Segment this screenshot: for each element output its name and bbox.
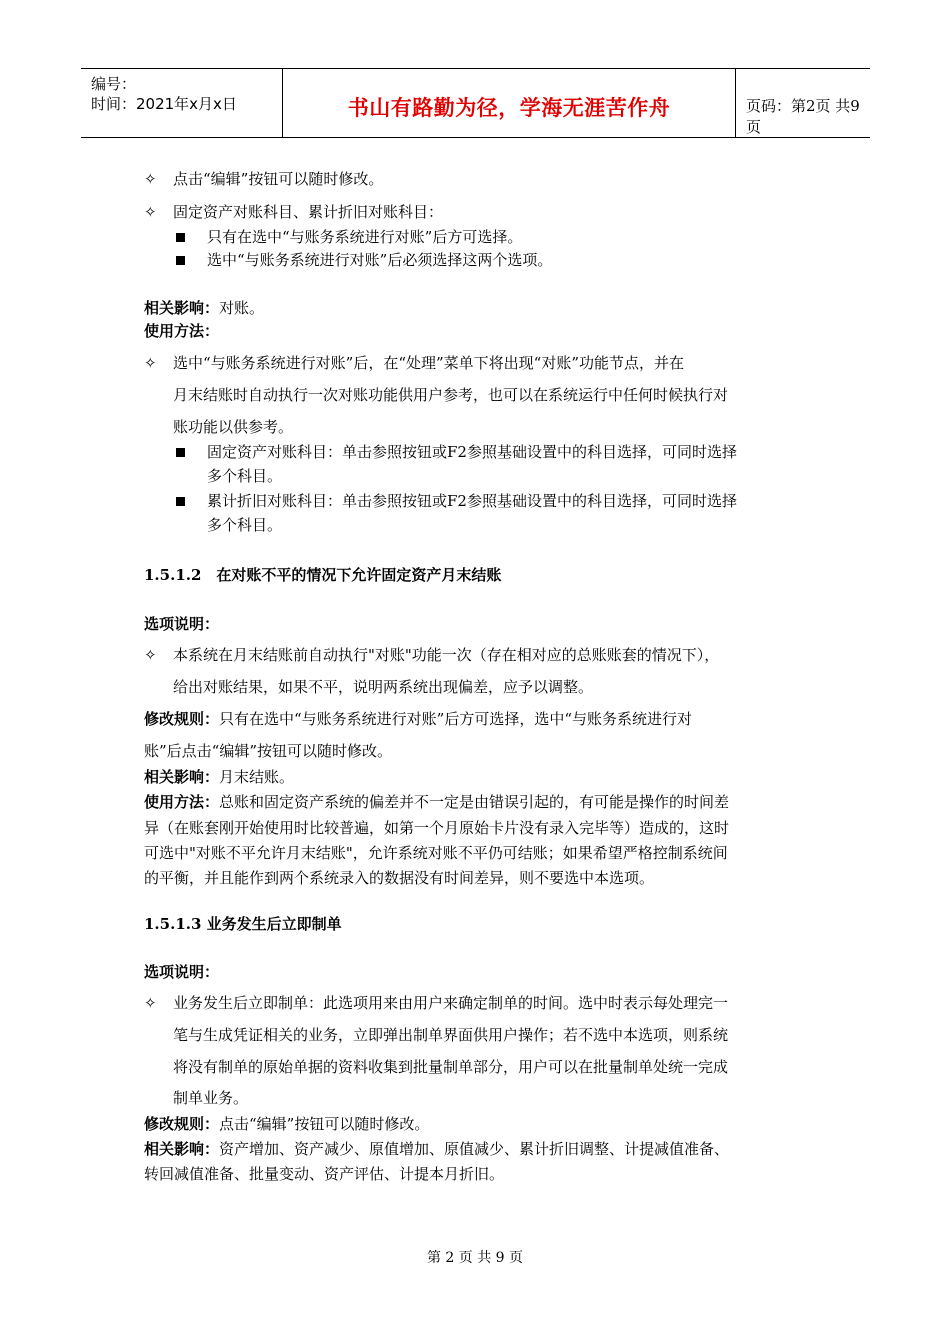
paragraph-line: 笔与生成凭证相关的业务，立即弹出制单界面供用户操作；若不选中本选项，则系统: [173, 1026, 729, 1044]
paragraph: 点击“编辑”按钮可以随时修改。: [173, 170, 384, 188]
paragraph-line: 将没有制单的原始单据的资料收集到批量制单部分，用户可以在批量制单处统一完成: [173, 1058, 729, 1076]
header-page-cell: [736, 69, 870, 137]
paragraph-line: 转回减值准备、批量变动、资产评估、计提本月折旧。: [144, 1165, 505, 1183]
doc-date: 时间：2021年x月x日: [91, 95, 237, 113]
list-item: 只有在选中“与账务系统进行对账”后方可选择。: [207, 228, 523, 246]
diamond-bullet-icon: ✧: [144, 354, 157, 372]
rule-text: 点击“编辑”按钮可以随时修改。: [219, 1115, 430, 1133]
impact-text: 月末结账。: [219, 768, 295, 786]
usage-label: 使用方法：: [144, 793, 220, 811]
usage-label: 使用方法：: [144, 322, 220, 340]
impact-label: 相关影响：: [144, 768, 220, 786]
paragraph-line: 选中“与账务系统进行对账”后，在“处理”菜单下将出现“对账”功能节点，并在: [173, 354, 685, 372]
list-item-line: 累计折旧对账科目：单击参照按钮或F2参照基础设置中的科目选择，可同时选择: [207, 492, 737, 510]
diamond-bullet-icon: ✧: [144, 203, 157, 221]
section-heading: 1.5.1.3 业务发生后立即制单: [144, 915, 342, 933]
paragraph-line: 可选中"对账不平允许月末结账"，允许系统对账不平仍可结账；如果希望严格控制系统间: [144, 844, 728, 862]
rule-line: [144, 708, 692, 730]
paragraph-line: 本系统在月末结账前自动执行"对账"功能一次（存在相对应的总账账套的情况下），: [173, 646, 720, 664]
impact-line: [144, 1138, 729, 1160]
header-meta: [81, 69, 282, 137]
paragraph-line: 的平衡，并且能作到两个系统录入的数据没有时间差异，则不要选中本选项。: [144, 869, 655, 887]
square-bullet-icon: [176, 448, 185, 457]
paragraph-line: 账”后点击“编辑”按钮可以随时修改。: [144, 742, 393, 760]
header-page-info: 页码：第2页 共9页: [746, 97, 860, 136]
rule-label: 修改规则：: [144, 710, 220, 728]
rule-line: [144, 1113, 429, 1135]
paragraph-line: 账功能以供参考。: [173, 418, 294, 436]
impact-label: 相关影响：: [144, 299, 220, 317]
square-bullet-icon: [176, 233, 185, 242]
impact-text: 资产增加、资产减少、原值增加、原值减少、累计折旧调整、计提减值准备、: [219, 1140, 730, 1158]
square-bullet-icon: [176, 497, 185, 506]
diamond-bullet-icon: ✧: [144, 646, 157, 664]
page-footer: 第 2 页 共 9 页: [426, 1250, 524, 1266]
list-item-line: 多个科目。: [207, 467, 283, 485]
options-label: 选项说明：: [144, 963, 220, 981]
paragraph: 固定资产对账科目、累计折旧对账科目：: [173, 203, 444, 221]
impact-text: 对账。: [219, 299, 265, 317]
list-item: 选中“与账务系统进行对账”后必须选择这两个选项。: [207, 251, 553, 269]
paragraph-line: 给出对账结果，如果不平，说明两系统出现偏差，应予以调整。: [173, 678, 594, 696]
usage-line: [144, 791, 729, 813]
square-bullet-icon: [176, 256, 185, 265]
doc-number-label: 编号：: [91, 75, 137, 93]
impact-line: [144, 297, 264, 319]
options-label: 选项说明：: [144, 615, 220, 633]
paragraph-line: 月末结账时自动执行一次对账功能供用户参考，也可以在系统运行中任何时候执行对: [173, 386, 729, 404]
rule-text: 只有在选中“与账务系统进行对账”后方可选择，选中“与账务系统进行对: [219, 710, 693, 728]
page-header: [81, 68, 870, 138]
section-heading: 1.5.1.2 在对账不平的情况下允许固定资产月末结账: [144, 566, 502, 584]
rule-label: 修改规则：: [144, 1115, 220, 1133]
list-item-line: 固定资产对账科目：单击参照按钮或F2参照基础设置中的科目选择，可同时选择: [207, 443, 737, 461]
header-motto-cell: [282, 69, 736, 137]
paragraph-line: 业务发生后立即制单：此选项用来由用户来确定制单的时间。选中时表示每处理完一: [173, 994, 729, 1012]
diamond-bullet-icon: ✧: [144, 994, 157, 1012]
usage-text: 总账和固定资产系统的偏差并不一定是由错误引起的，有可能是操作的时间差: [219, 793, 730, 811]
impact-line: [144, 766, 294, 788]
list-item-line: 多个科目。: [207, 516, 283, 534]
impact-label: 相关影响：: [144, 1140, 220, 1158]
header-motto: 书山有路勤为径，学海无涯苦作舟: [347, 96, 671, 120]
paragraph-line: 制单业务。: [173, 1089, 249, 1107]
paragraph-line: 异（在账套刚开始使用时比较普遍，如第一个月原始卡片没有录入完毕等）造成的，这时: [144, 819, 730, 837]
diamond-bullet-icon: ✧: [144, 170, 157, 188]
